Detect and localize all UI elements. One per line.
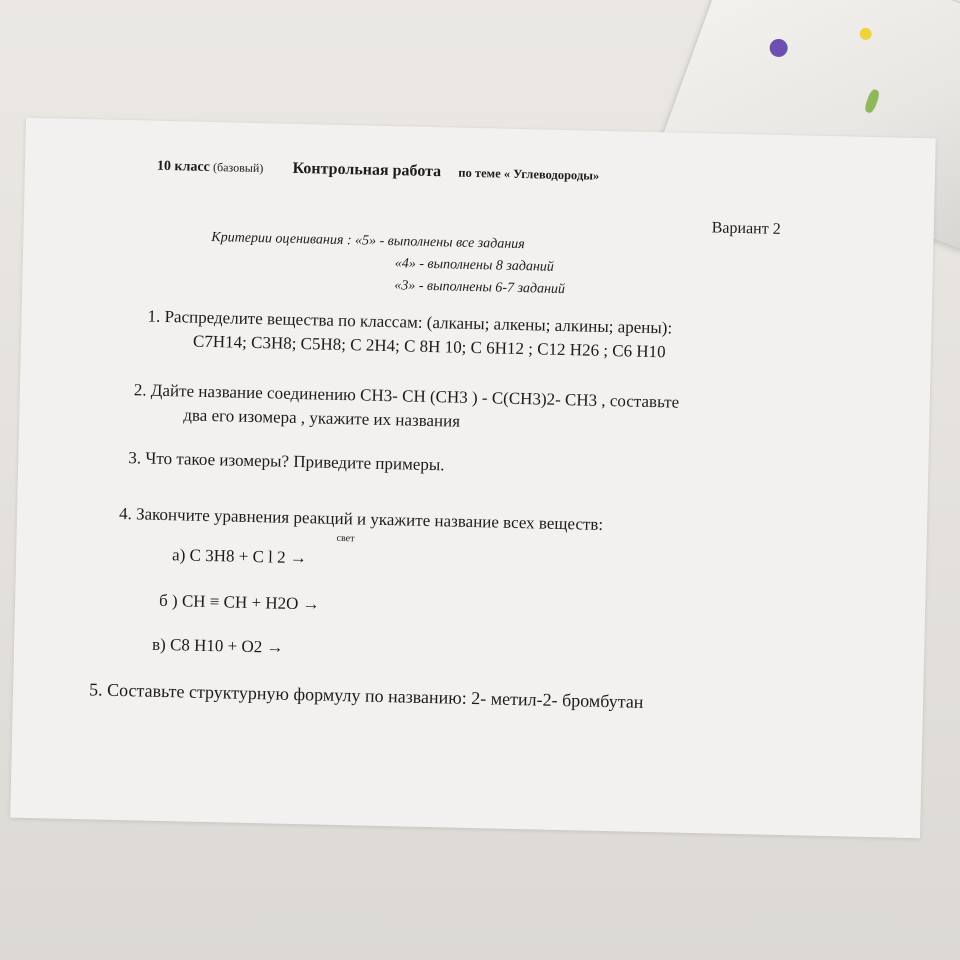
grade-label: 10 класс [156,158,211,175]
task-4-text: 4. Закончите уравнения реакций и укажите название всех веществ: [118,503,604,534]
task-5-text: 5. Составьте структурную формулу по названию: 2- метил-2- бромбутан [88,679,644,712]
task-2-line-1: 2. Дайте название соединению CH3- CH (CH3 ) - C(CH3)2- CH3 , составьте [133,380,680,412]
reaction-c: в) C8 H10 + O2 → [151,634,284,657]
task-1-text: 1. Распределите вещества по классам: (алканы; алкены; алкины; арены): [147,306,673,338]
criteria-line-1: Критерии оценивания : «5» - выполнены все задания [211,230,525,253]
reaction-condition-label: свет [336,532,355,545]
yellow-flower-icon [858,26,873,41]
test-sheet [10,118,936,838]
reaction-a: а) C 3H8 + C l 2 → [171,545,308,568]
leaf-icon [863,88,881,114]
sheet-header [157,157,600,185]
purple-flower-icon [767,36,790,59]
criteria-line-3: «3» - выполнены 6-7 заданий [394,278,566,298]
topic-label: по теме « Углеводороды» [458,165,600,183]
work-title: Контрольная работа [292,159,442,181]
task-2-line-2: два его изомера , укажите их названия [183,405,461,431]
reaction-b: б ) CH ≡ CH + H2O → [158,590,320,614]
task-1-formulas: C7H14; C3H8; C5H8; C 2H4; C 8H 10; C 6H12 ; C12 H26 ; C6 H10 [192,331,666,362]
criteria-line-2: «4» - выполнены 8 заданий [394,256,555,275]
variant-label: Вариант 2 [711,219,781,238]
task-3-text: 3. Что такое изомеры? Приведите примеры. [128,448,445,475]
level-label: (базовый) [212,160,264,176]
